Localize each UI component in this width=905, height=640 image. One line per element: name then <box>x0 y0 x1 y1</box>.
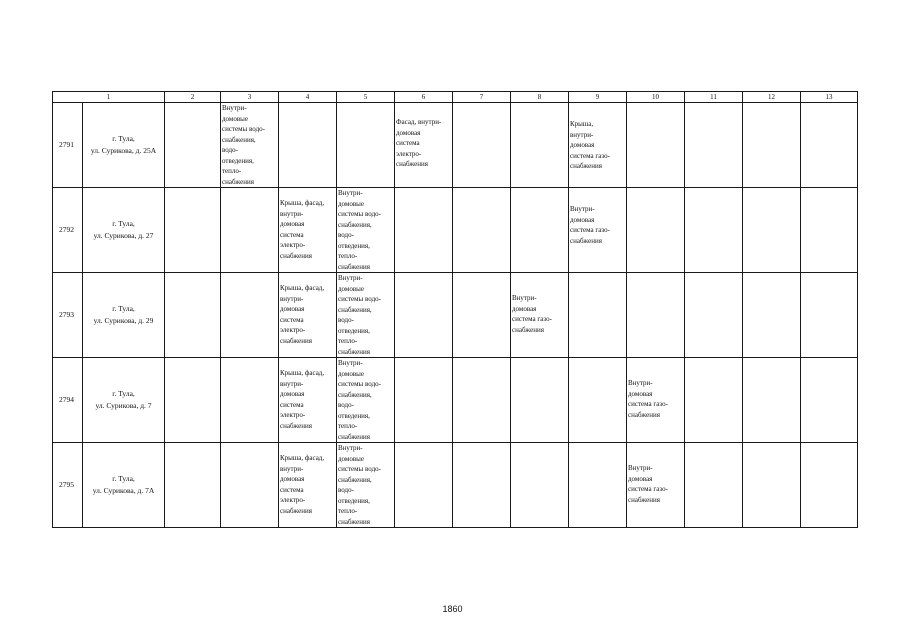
table-row <box>53 103 858 188</box>
cell-col-13 <box>801 188 858 273</box>
cell-col-6 <box>395 273 453 358</box>
cell-col-12 <box>743 273 801 358</box>
cell-col-13 <box>801 443 858 528</box>
cell-text <box>569 358 626 372</box>
cell-text: Крыша, фасад, внутри- домовая система электро- снабжения <box>280 369 325 430</box>
cell-col-12 <box>743 358 801 443</box>
row-address: г. Тула, ул. Сурикова, д. 27 <box>83 188 165 273</box>
cell-col-7 <box>453 358 511 443</box>
cell-col-2 <box>165 443 221 528</box>
cell-col-4 <box>279 358 337 443</box>
cell-text: Фасад, внутри- домовая система электро- снабжения <box>396 118 442 168</box>
cell-col-6 <box>395 103 453 188</box>
cell-text: Внутри- домовые системы водо- снабжения, водо- отведения, тепло- снабжения <box>222 104 265 186</box>
cell-col-7 <box>453 103 511 188</box>
cell-text: Крыша, внутри- домовая система газо- снабжения <box>570 120 610 170</box>
cell-col-5 <box>337 358 395 443</box>
row-address: г. Тула, ул. Сурикова, д. 7А <box>83 443 165 528</box>
cell-col-13 <box>801 273 858 358</box>
cell-col-8 <box>511 188 569 273</box>
row-number: 2793 <box>53 273 83 358</box>
cell-text <box>395 188 452 202</box>
cell-col-3 <box>221 358 279 443</box>
page-number: 1860 <box>442 604 463 614</box>
cell-col-3 <box>221 188 279 273</box>
cell-text <box>511 358 568 378</box>
cell-col-7 <box>453 273 511 358</box>
header-cell: 2 <box>165 92 221 103</box>
header-cell: 10 <box>627 92 685 103</box>
cell-col-10 <box>627 103 685 188</box>
cell-col-3 <box>221 103 279 188</box>
cell-col-4 <box>279 103 337 188</box>
header-cell: 11 <box>685 92 743 103</box>
header-cell: 9 <box>569 92 627 103</box>
cell-text: Крыша, фасад, внутри- домовая система электро- снабжения <box>280 454 325 515</box>
table-row <box>53 358 858 443</box>
cell-text: Внутри- домовая система газо- снабжения <box>512 294 552 334</box>
cell-text <box>511 443 568 463</box>
cell-text <box>279 103 336 113</box>
cell-text <box>569 273 626 287</box>
cell-col-6 <box>395 443 453 528</box>
cell-text: Внутри- домовая система газо- снабжения <box>570 205 610 245</box>
cell-text <box>511 188 568 208</box>
row-number: 2792 <box>53 188 83 273</box>
cell-text <box>511 103 568 123</box>
cell-text <box>627 103 684 123</box>
cell-col-7 <box>453 443 511 528</box>
cell-col-5 <box>337 103 395 188</box>
header-cell: 8 <box>511 92 569 103</box>
cell-col-10 <box>627 188 685 273</box>
cell-col-6 <box>395 358 453 443</box>
cell-text: Внутри- домовая система газо- снабжения <box>628 464 668 504</box>
cell-col-5 <box>337 188 395 273</box>
cell-col-13 <box>801 358 858 443</box>
cell-col-5 <box>337 273 395 358</box>
cell-col-8 <box>511 103 569 188</box>
header-cell: 13 <box>801 92 858 103</box>
cell-text: Внутри- домовые системы водо- снабжения, водо- отведения, тепло- снабжения <box>338 274 381 356</box>
table-row <box>53 443 858 528</box>
table-row <box>53 188 858 273</box>
cell-col-8 <box>511 273 569 358</box>
cell-col-2 <box>165 103 221 188</box>
row-address: г. Тула, ул. Сурикова, д. 29 <box>83 273 165 358</box>
cell-col-6 <box>395 188 453 273</box>
header-row <box>53 92 858 103</box>
cell-text: Крыша, фасад, внутри- домовая система электро- снабжения <box>280 284 325 345</box>
cell-text <box>627 273 684 293</box>
cell-text <box>395 443 452 457</box>
cell-col-4 <box>279 188 337 273</box>
cell-text: Внутри- домовая система газо- снабжения <box>628 379 668 419</box>
cell-text <box>627 188 684 208</box>
cell-col-10 <box>627 358 685 443</box>
cell-col-4 <box>279 273 337 358</box>
row-address: г. Тула, ул. Сурикова, д. 25А <box>83 103 165 188</box>
cell-col-5 <box>337 443 395 528</box>
cell-col-3 <box>221 443 279 528</box>
cell-col-12 <box>743 443 801 528</box>
header-cell: 5 <box>337 92 395 103</box>
cell-text <box>569 443 626 457</box>
cell-col-9 <box>569 273 627 358</box>
row-number: 2791 <box>53 103 83 188</box>
cell-col-8 <box>511 358 569 443</box>
cell-col-2 <box>165 358 221 443</box>
cell-col-11 <box>685 273 743 358</box>
cell-col-11 <box>685 188 743 273</box>
cell-col-9 <box>569 358 627 443</box>
cell-col-11 <box>685 443 743 528</box>
cell-col-12 <box>743 188 801 273</box>
row-address: г. Тула, ул. Сурикова, д. 7 <box>83 358 165 443</box>
header-cell: 12 <box>743 92 801 103</box>
cell-col-13 <box>801 103 858 188</box>
table-row <box>53 273 858 358</box>
cell-text <box>395 358 452 372</box>
repair-schedule-table <box>52 91 858 528</box>
cell-text: Крыша, фасад, внутри- домовая система электро- снабжения <box>280 199 325 260</box>
cell-col-9 <box>569 443 627 528</box>
cell-text: Внутри- домовые системы водо- снабжения, водо- отведения, тепло- снабжения <box>338 444 381 526</box>
header-cell: 1 <box>53 92 165 103</box>
row-number: 2794 <box>53 358 83 443</box>
cell-col-11 <box>685 358 743 443</box>
cell-col-11 <box>685 103 743 188</box>
header-cell: 3 <box>221 92 279 103</box>
cell-col-4 <box>279 443 337 528</box>
header-cell: 6 <box>395 92 453 103</box>
cell-col-7 <box>453 188 511 273</box>
cell-text: Внутри- домовые системы водо- снабжения, водо- отведения, тепло- снабжения <box>338 189 381 271</box>
cell-col-2 <box>165 188 221 273</box>
cell-col-9 <box>569 188 627 273</box>
row-number: 2795 <box>53 443 83 528</box>
cell-col-10 <box>627 443 685 528</box>
header-cell: 4 <box>279 92 337 103</box>
cell-col-10 <box>627 273 685 358</box>
cell-col-2 <box>165 273 221 358</box>
cell-col-9 <box>569 103 627 188</box>
cell-text: Внутри- домовые системы водо- снабжения, водо- отведения, тепло- снабжения <box>338 359 381 441</box>
cell-col-12 <box>743 103 801 188</box>
cell-col-8 <box>511 443 569 528</box>
cell-col-3 <box>221 273 279 358</box>
header-cell: 7 <box>453 92 511 103</box>
cell-text <box>395 273 452 287</box>
